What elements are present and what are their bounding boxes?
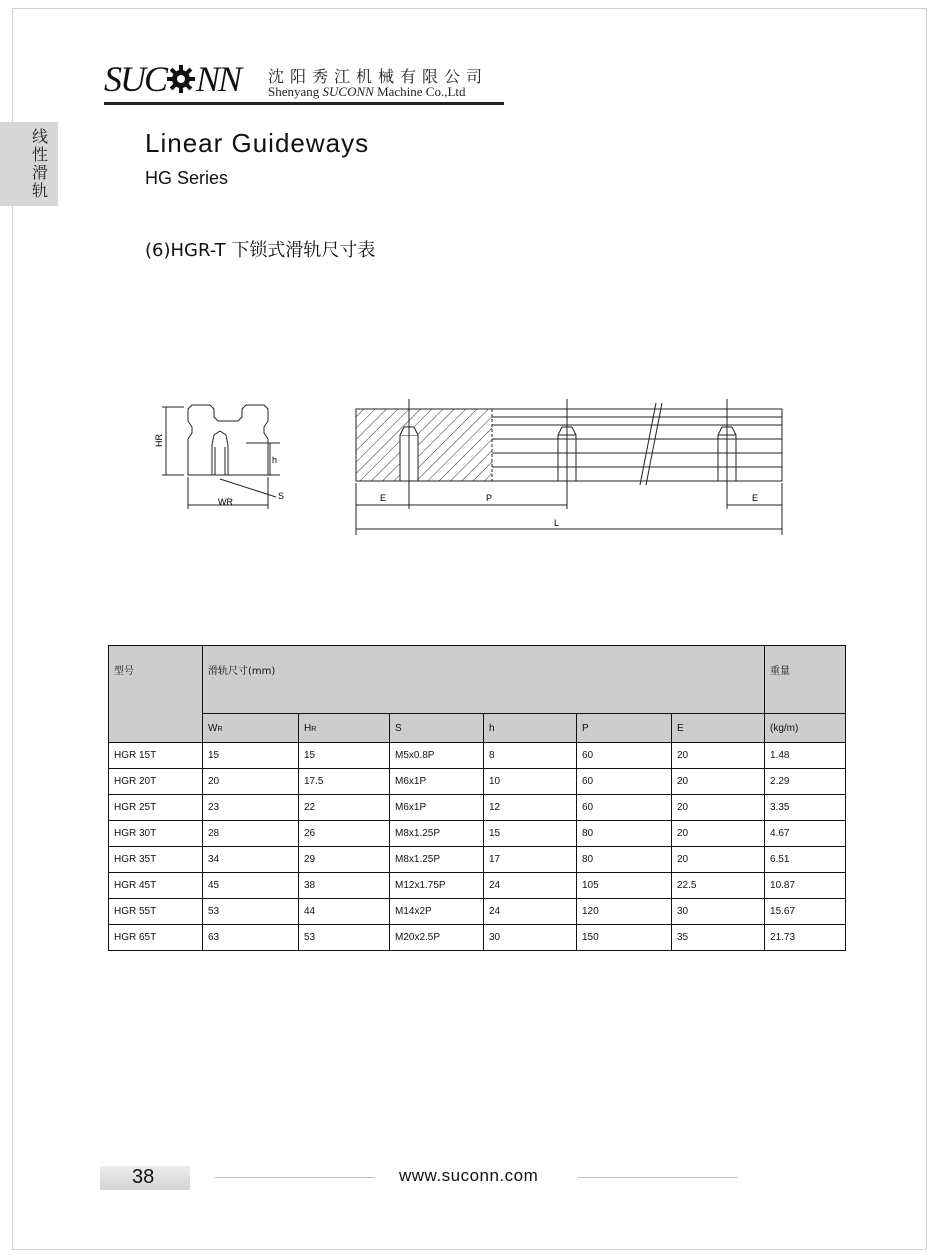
label-s: S (278, 491, 285, 501)
table-cell: 105 (577, 873, 672, 899)
table-cell: 10 (484, 769, 577, 795)
table-cell: 30 (484, 925, 577, 951)
table-row (109, 847, 846, 873)
wordmark-right: NN (196, 59, 241, 99)
table-cell: 22 (299, 795, 390, 821)
page-border (12, 8, 927, 1250)
table-cell: 63 (203, 925, 299, 951)
table-cell: 34 (203, 847, 299, 873)
table-cell: 6.51 (765, 847, 846, 873)
table-cell: 60 (577, 769, 672, 795)
wordmark-left: SUC (104, 59, 167, 99)
table-cell: 53 (299, 925, 390, 951)
table-header-row (109, 646, 846, 714)
col-h: h (484, 714, 577, 743)
label-p: P (486, 493, 493, 503)
header-model (109, 646, 203, 743)
table-cell: 15.67 (765, 899, 846, 925)
company-name-chinese: 沈阳秀江机械有限公司 (268, 67, 489, 86)
table-cell: 80 (577, 821, 672, 847)
table-cell: 23 (203, 795, 299, 821)
side-tab-text (31, 128, 49, 200)
table-row (109, 925, 846, 951)
col-weight-unit: (kg/m) (765, 714, 846, 743)
section-heading: (6)HGR-T 下锁式滑轨尺寸表 (145, 240, 376, 261)
page-number: 38 (132, 1166, 155, 1188)
label-e-left: E (380, 493, 387, 503)
table-cell: M6x1P (390, 795, 484, 821)
side-tab-char: 线 (31, 127, 48, 146)
table-cell: 38 (299, 873, 390, 899)
table-cell: 17 (484, 847, 577, 873)
table-cell: 24 (484, 873, 577, 899)
cell-model: HGR 45T (109, 873, 203, 899)
table-row (109, 821, 846, 847)
table-cell: 24 (484, 899, 577, 925)
col-wr-sub: R (217, 725, 223, 733)
table-cell: 15 (484, 821, 577, 847)
col-wr-main: W (208, 722, 218, 734)
table-cell: M8x1.25P (390, 847, 484, 873)
table-cell: 12 (484, 795, 577, 821)
table-cell: M8x1.25P (390, 821, 484, 847)
table-cell: 20 (672, 795, 765, 821)
table-cell: 60 (577, 743, 672, 769)
table-subheader-row (109, 714, 846, 743)
col-hr-main: H (304, 722, 312, 734)
logo-wordmark (104, 58, 240, 100)
header-weight-text: 重量 (770, 666, 791, 677)
table-cell: 20 (672, 847, 765, 873)
footer-divider-right (578, 1177, 738, 1178)
label-h: h (272, 455, 278, 465)
header-rail-dimensions (203, 646, 765, 714)
table-cell: 22.5 (672, 873, 765, 899)
table-cell: M14x2P (390, 899, 484, 925)
table-row (109, 795, 846, 821)
label-wr: WR (218, 497, 233, 507)
table-cell: M20x2.5P (390, 925, 484, 951)
table-cell: 3.35 (765, 795, 846, 821)
table-cell: M6x1P (390, 769, 484, 795)
table-cell: 1.48 (765, 743, 846, 769)
side-category-tab (0, 122, 58, 206)
header-dims-text: 滑轨尺寸(mm) (208, 666, 276, 677)
table-cell: 28 (203, 821, 299, 847)
table-cell: 30 (672, 899, 765, 925)
footer-website: www.suconn.com (399, 1166, 539, 1185)
table-cell: 20 (203, 769, 299, 795)
table-cell: 2.29 (765, 769, 846, 795)
footer-divider-left (215, 1177, 375, 1178)
table-cell: 21.73 (765, 925, 846, 951)
table-cell: 60 (577, 795, 672, 821)
table-cell: 15 (299, 743, 390, 769)
table-cell: 17.5 (299, 769, 390, 795)
company-name-suffix: Machine Co.,Ltd (373, 84, 466, 99)
cell-model: HGR 55T (109, 899, 203, 925)
label-l: L (554, 518, 560, 528)
logo-underline (104, 102, 504, 105)
table-cell: 44 (299, 899, 390, 925)
side-tab-char: 性 (31, 145, 48, 164)
table-cell: 29 (299, 847, 390, 873)
cell-model: HGR 20T (109, 769, 203, 795)
table-cell: 150 (577, 925, 672, 951)
table-cell: M5x0.8P (390, 743, 484, 769)
col-p: P (577, 714, 672, 743)
table-cell: 8 (484, 743, 577, 769)
table-row (109, 743, 846, 769)
header-weight (765, 646, 846, 714)
cell-model: HGR 35T (109, 847, 203, 873)
table-row (109, 769, 846, 795)
table-row (109, 873, 846, 899)
table-cell: 15 (203, 743, 299, 769)
table-cell: 35 (672, 925, 765, 951)
page-title: Linear Guideways (145, 128, 370, 158)
page-subtitle: HG Series (145, 168, 229, 188)
col-hr (299, 714, 390, 743)
company-name-english (268, 84, 466, 100)
header-model-text: 型号 (114, 666, 134, 677)
table-cell: 45 (203, 873, 299, 899)
col-wr (203, 714, 299, 743)
table-cell: 20 (672, 743, 765, 769)
table-cell: 20 (672, 769, 765, 795)
side-tab-char: 滑 (31, 163, 48, 182)
cell-model: HGR 15T (109, 743, 203, 769)
rail-cross-section (162, 405, 280, 509)
table-cell: 10.87 (765, 873, 846, 899)
cell-model: HGR 30T (109, 821, 203, 847)
col-s: S (390, 714, 484, 743)
table-cell: 26 (299, 821, 390, 847)
table-cell: M12x1.75P (390, 873, 484, 899)
table-row (109, 899, 846, 925)
table-cell: 80 (577, 847, 672, 873)
table-cell: 20 (672, 821, 765, 847)
table-cell: 53 (203, 899, 299, 925)
table-body (109, 743, 846, 951)
rail-side-view (356, 399, 782, 535)
cell-model: HGR 65T (109, 925, 203, 951)
company-logo (104, 56, 504, 106)
label-hr: HR (154, 434, 164, 447)
cell-model: HGR 25T (109, 795, 203, 821)
gear-icon (166, 64, 196, 94)
company-name-brand: SUCONN (322, 84, 374, 99)
rail-dimension-drawing (140, 395, 800, 540)
side-tab-char: 轨 (31, 181, 48, 200)
table-cell: 120 (577, 899, 672, 925)
company-name-prefix: Shenyang (268, 84, 323, 99)
col-e: E (672, 714, 765, 743)
col-hr-sub: R (311, 725, 317, 733)
table-cell: 4.67 (765, 821, 846, 847)
label-e-right: E (752, 493, 759, 503)
rail-dimension-table (108, 645, 846, 951)
